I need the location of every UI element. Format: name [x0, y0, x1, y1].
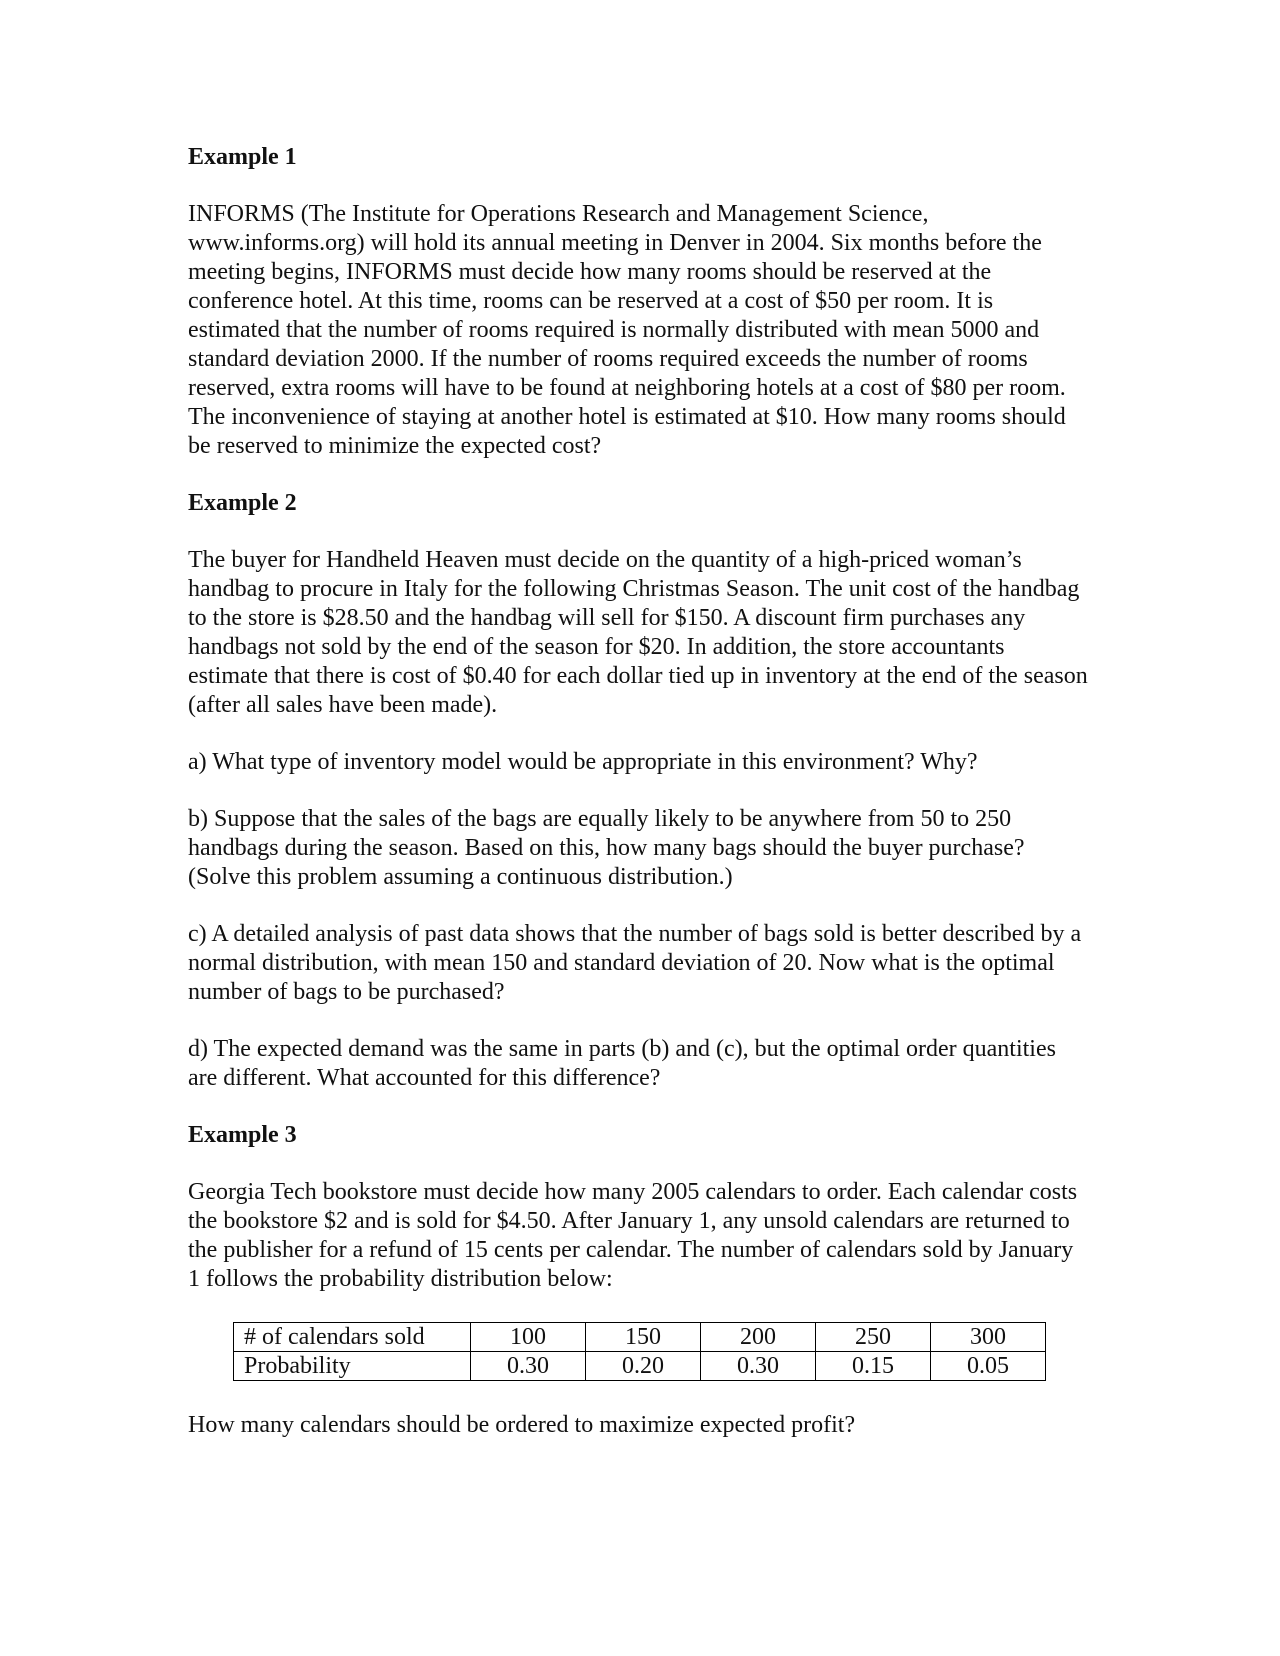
table-row	[234, 1323, 1046, 1352]
document-page	[188, 143, 1088, 1468]
table-cell: 0.30	[471, 1352, 586, 1381]
table-cell: 0.15	[816, 1352, 931, 1381]
example-2-question-c: c) A detailed analysis of past data shows that the number of bags sold is better described by a normal distribution, with mean 150 and standard deviation of 20. Now what is the optimal number of bags to be purchased?	[188, 921, 1082, 1005]
table-row-label-probability: Probability	[234, 1352, 471, 1381]
example-2-question-d: d) The expected demand was the same in parts (b) and (c), but the optimal order quantities are different. What accounted for this difference?	[188, 1036, 1056, 1091]
example-2-body: The buyer for Handheld Heaven must decide on the quantity of a high-priced woman’s handbag to procure in Italy for the following Christmas Season. The unit cost of the handbag to the store is $28.50 and the handbag will sell for $150. A discount firm purchases any handbags not sold by the end of the season for $20. In addition, the store accountants estimate that there is cost of $0.40 for each dollar tied up in inventory at the end of the season (after all sales have been made).	[188, 547, 1088, 718]
example-3-question: How many calendars should be ordered to maximize expected profit?	[188, 1412, 856, 1438]
table-cell: 300	[931, 1323, 1046, 1352]
example-2-heading: Example 2	[188, 490, 297, 516]
table-cell: 200	[701, 1323, 816, 1352]
calendar-probability-table	[233, 1322, 1046, 1381]
table-cell: 150	[586, 1323, 701, 1352]
table-cell: 0.20	[586, 1352, 701, 1381]
table-cell: 0.30	[701, 1352, 816, 1381]
table-cell: 100	[471, 1323, 586, 1352]
example-1-body: INFORMS (The Institute for Operations Research and Management Science, www.informs.org) will hold its annual meeting in Denver in 2004. Six months before the meeting begins, INFORMS must decide how many rooms should be reserved at the conference hotel. At this time, rooms can be reserved at a cost of $50 per room. It is estimated that the number of rooms required is normally distributed with mean 5000 and standard deviation 2000. If the number of rooms required exceeds the number of rooms reserved, extra rooms will have to be found at neighboring hotels at a cost of $80 per room. The inconvenience of staying at another hotel is estimated at $10. How many rooms should be reserved to minimize the expected cost?	[188, 201, 1066, 459]
example-1-heading: Example 1	[188, 144, 297, 170]
example-2-question-b: b) Suppose that the sales of the bags are equally likely to be anywhere from 50 to 250 handbags during the season. Based on this, how many bags should the buyer purchase? (Solve this problem assuming a continuous distribution.)	[188, 806, 1025, 890]
table-cell: 250	[816, 1323, 931, 1352]
table-row	[234, 1352, 1046, 1381]
example-2-question-a: a) What type of inventory model would be appropriate in this environment? Why?	[188, 749, 978, 775]
table-cell: 0.05	[931, 1352, 1046, 1381]
example-3-heading: Example 3	[188, 1122, 297, 1148]
example-3-body: Georgia Tech bookstore must decide how many 2005 calendars to order. Each calendar costs the bookstore $2 and is sold for $4.50. After January 1, any unsold calendars are returned to the publisher for a refund of 15 cents per calendar. The number of calendars sold by January 1 follows the probability distribution below:	[188, 1179, 1078, 1292]
table-row-label-sold: # of calendars sold	[234, 1323, 471, 1352]
